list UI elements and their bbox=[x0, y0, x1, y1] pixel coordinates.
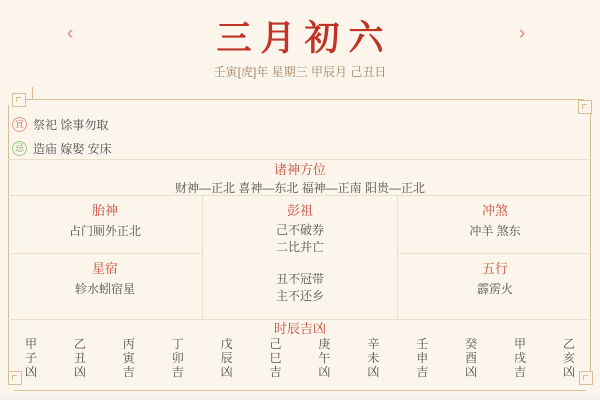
xingxiu-cell bbox=[8, 253, 202, 319]
page-title: 三月初六 bbox=[216, 18, 393, 59]
gods-header: 诸神方位 bbox=[273, 162, 326, 177]
taishen-cell bbox=[8, 196, 202, 253]
hour-item: 丙寅吉 bbox=[122, 337, 135, 379]
pengzu-line: 丑不冠带 bbox=[275, 272, 324, 286]
hour-item: 癸酉凶 bbox=[465, 337, 478, 379]
xingxiu-header: 星宿 bbox=[91, 261, 118, 276]
frame-line-top bbox=[18, 99, 584, 100]
frame-stub-top-left bbox=[32, 87, 33, 99]
chongsha-value: 冲羊 煞东 bbox=[469, 224, 521, 238]
hour-item: 乙丑凶 bbox=[73, 337, 86, 379]
hours-header: 时辰吉凶 bbox=[273, 321, 326, 336]
suitable-icon: 宜 bbox=[12, 117, 27, 132]
avoid-row bbox=[12, 140, 112, 157]
taishen-value: 占门厕外正北 bbox=[68, 224, 141, 238]
chongsha-cell bbox=[398, 196, 592, 253]
wuxing-header: 五行 bbox=[481, 261, 508, 276]
hour-item: 辛未凶 bbox=[367, 337, 380, 379]
prev-day-button[interactable]: ‹ bbox=[66, 23, 74, 44]
taishen-header: 胎神 bbox=[91, 203, 118, 218]
pengzu-line: 己不破券 bbox=[275, 223, 324, 237]
gods-direction-section bbox=[8, 159, 592, 196]
chongsha-header: 冲煞 bbox=[481, 203, 508, 218]
hour-item: 甲戌吉 bbox=[514, 337, 527, 379]
corner-ornament-top-right bbox=[578, 100, 592, 114]
bottom-strip bbox=[0, 394, 600, 400]
wuxing-cell bbox=[398, 253, 592, 319]
hours-row bbox=[8, 337, 592, 381]
ganzhi-date-line: 壬寅[虎]年 星期三 甲辰月 己丑日 bbox=[213, 65, 387, 79]
detail-grid bbox=[8, 195, 592, 320]
frame-line-bottom bbox=[14, 390, 586, 391]
wuxing-value: 霹雳火 bbox=[476, 282, 513, 296]
hour-item: 乙亥凶 bbox=[562, 337, 575, 379]
hour-item: 己巳吉 bbox=[269, 337, 282, 379]
xingxiu-value: 轸水蚓宿星 bbox=[74, 282, 135, 296]
gods-value: 财神—正北 喜神—东北 福神—正南 阳贵—正北 bbox=[174, 181, 425, 195]
suitable-row bbox=[12, 116, 108, 133]
avoid-icon: 忌 bbox=[12, 141, 27, 156]
pengzu-line: 二比并亡 bbox=[275, 240, 324, 254]
next-day-button[interactable]: › bbox=[518, 23, 526, 44]
hour-item: 壬申吉 bbox=[416, 337, 429, 379]
pengzu-cell bbox=[202, 196, 398, 319]
pengzu-line: 主不还乡 bbox=[275, 289, 324, 303]
corner-ornament-top-left bbox=[12, 93, 26, 107]
hour-item: 戊辰凶 bbox=[220, 337, 233, 379]
pengzu-header: 彭祖 bbox=[286, 203, 313, 218]
avoid-text: 造庙 嫁娶 安床 bbox=[33, 142, 112, 156]
hour-item: 庚午凶 bbox=[318, 337, 331, 379]
suitable-text: 祭祀 馀事勿取 bbox=[33, 118, 109, 132]
hour-item: 丁卯吉 bbox=[171, 337, 184, 379]
hour-item: 甲子凶 bbox=[24, 337, 37, 379]
